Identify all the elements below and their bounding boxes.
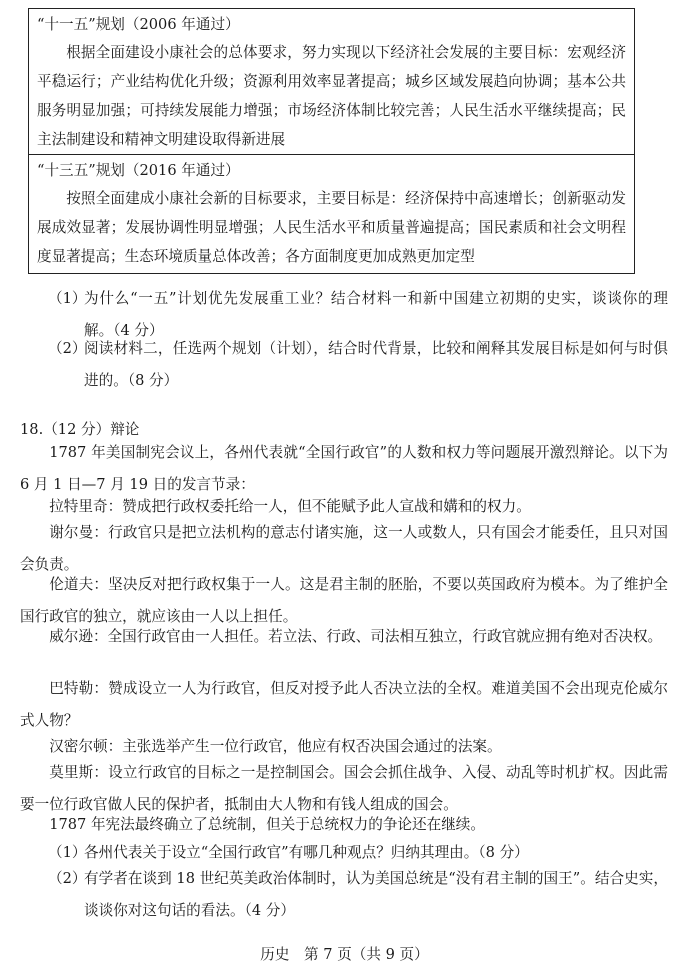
speech-hamilton: 汉密尔顿：主张选举产生一位行政官，他应有权否决国会通过的法案。 (49, 738, 502, 755)
speech-sherman: 谢尔曼：行政官只是把立法机构的意志付诸实施，这一人或数人，只有国会才能委任，且只对国会负责。 (20, 524, 668, 573)
question-number: （2） (48, 870, 87, 887)
question-number: （1） (48, 844, 87, 861)
box-body: 根据全面建设小康社会的总体要求，努力实现以下经济社会发展的主要目标：宏观经济平稳运行；产业结构优化升级；资源利用效率显著提高；城乡区域发展趋向协调；基本公共服务明显加强；可持续发展能力增强；市场经济体制比较完善；人民生活水平继续提高；民主法制建设和精神文明建设取得新进展 (37, 44, 626, 148)
question-17-2 (48, 333, 668, 397)
question-number: （2） (48, 340, 87, 357)
speech-randolph: 伦道夫：坚决反对把行政权集于一人。这是君主制的胚胎，不要以英国政府为模本。为了维护全国行政官的独立，就应该由一人以上担任。 (20, 576, 668, 625)
question-18-2 (48, 863, 668, 927)
speech-morris: 莫里斯：设立行政官的目标之一是控制国会。国会会抓住战争、入侵、动乱等时机扩权。因此需要一位行政官做人民的保护者，抵制由大人物和有钱人组成的国会。 (20, 764, 668, 813)
speech-wilson: 威尔逊：全国行政官由一人担任。若立法、行政、司法相互独立，行政官就应拥有绝对否决权。 (49, 628, 663, 645)
question-18-intro: 1787 年美国制宪会议上，各州代表就“全国行政官”的人数和权力等问题展开激烈辩论。以下为 6 月 1 日—7 月 19 日的发言节录： (20, 444, 668, 493)
question-text: 阅读材料二，任选两个规划（计划），结合时代背景，比较和阐释其发展目标是如何与时俱进的。（8 分） (84, 340, 668, 389)
material-box-13th-five-year-plan (28, 154, 635, 274)
material-box-11th-five-year-plan (28, 8, 635, 155)
question-18-conclusion: 1787 年宪法最终确立了总统制，但关于总统权力的争论还在继续。 (49, 816, 486, 833)
box-body: 按照全面建成小康社会新的目标要求，主要目标是：经济保持中高速增长；创新驱动发展成效显著；发展协调性明显增强；人民生活水平和质量普遍提高；国民素质和社会文明程度显著提高；生态环境质量总体改善；各方面制度更加成熟更加定型 (37, 190, 626, 265)
question-text: 有学者在谈到 18 世纪英美政治体制时，认为美国总统是“没有君主制的国王”。结合史实，谈谈你对这句话的看法。（4 分） (84, 870, 668, 919)
question-number: （1） (48, 290, 87, 307)
speech-butler: 巴特勒：赞成设立一人为行政官，但反对授予此人否决立法的全权。难道美国不会出现克伦威尔式人物？ (20, 680, 668, 729)
box-title: “十一五”规划（2006 年通过） (37, 16, 240, 33)
question-text: 为什么“一五”计划优先发展重工业？结合材料一和新中国建立初期的史实，谈谈你的理解。（4 分） (84, 290, 668, 339)
box-title: “十三五”规划（2016 年通过） (37, 162, 240, 179)
question-18-heading: 18.（12 分）辩论 (20, 421, 140, 438)
speech-rutledge: 拉特里奇：赞成把行政权委托给一人，但不能赋予此人宣战和媾和的权力。 (49, 498, 531, 515)
page-footer: 历史 第 7 页（共 9 页） (260, 946, 429, 963)
question-text: 各州代表关于设立“全国行政官”有哪几种观点？归纳其理由。（8 分） (84, 844, 529, 861)
